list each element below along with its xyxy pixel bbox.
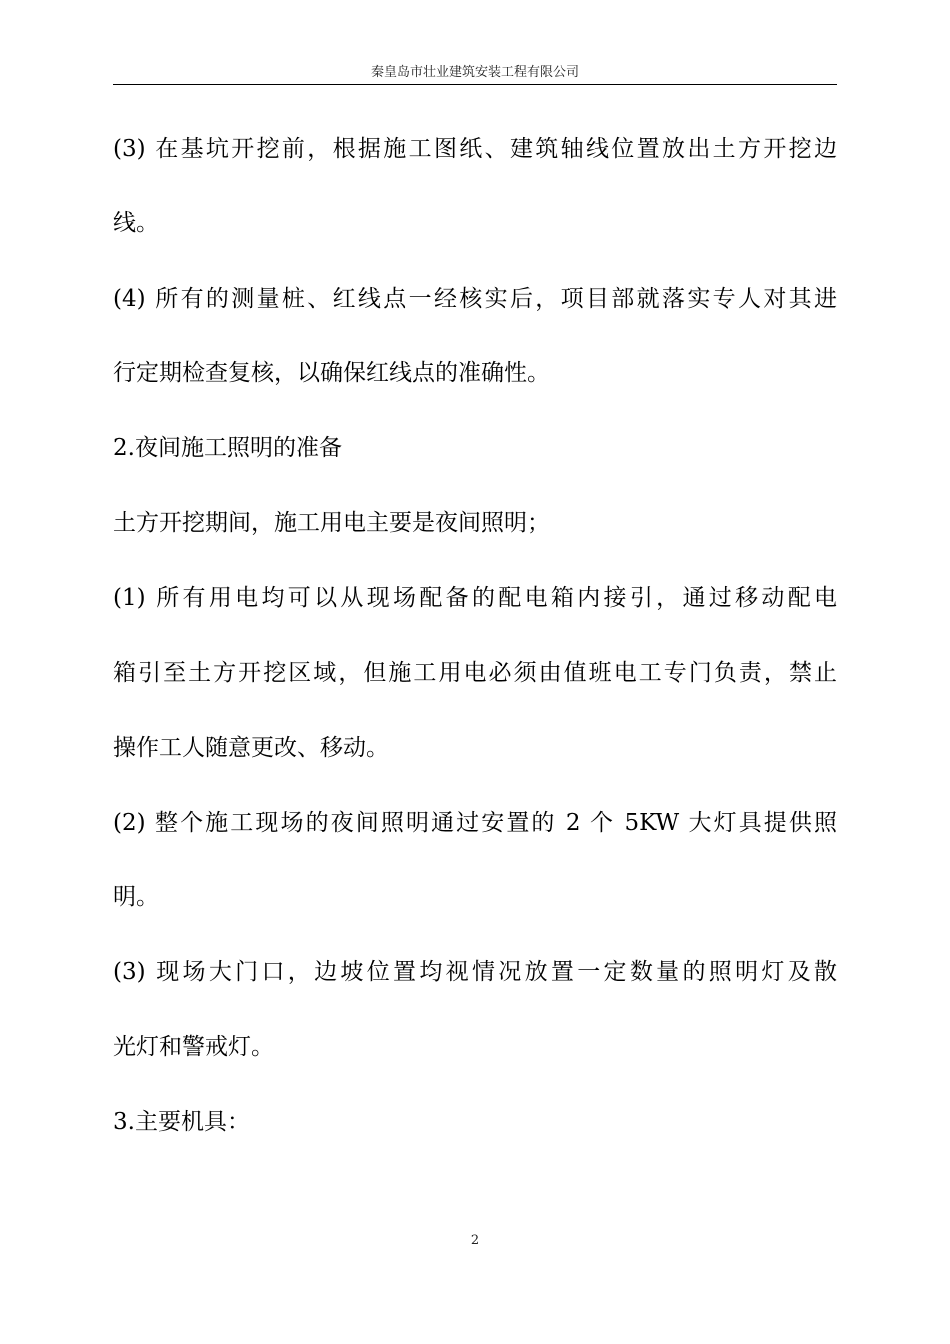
paragraph-line: 箱引至土方开挖区域，但施工用电必须由值班电工专门负责，禁止 xyxy=(113,660,837,686)
paragraph-line: 线。 xyxy=(113,210,159,236)
paragraph-line: 操作工人随意更改、移动。 xyxy=(113,735,389,761)
page-number: 2 xyxy=(470,1233,480,1248)
paragraph-line: (4) 所有的测量桩、红线点一经核实后，项目部就落实专人对其进 xyxy=(113,286,837,312)
paragraph-line: 明。 xyxy=(113,884,159,910)
section-heading: 2.夜间施工照明的准备 xyxy=(113,435,342,461)
paragraph-line: 土方开挖期间，施工用电主要是夜间照明； xyxy=(113,510,550,536)
header-divider xyxy=(113,84,837,85)
paragraph-line: (3) 在基坑开挖前，根据施工图纸、建筑轴线位置放出土方开挖边 xyxy=(113,136,837,162)
paragraph-line: (3) 现场大门口，边坡位置均视情况放置一定数量的照明灯及散 xyxy=(113,959,837,985)
section-heading: 3.主要机具： xyxy=(113,1109,250,1135)
paragraph-line: (2) 整个施工现场的夜间照明通过安置的 2 个 5KW 大灯具提供照 xyxy=(113,810,837,836)
paragraph-line: (1) 所有用电均可以从现场配备的配电箱内接引，通过移动配电 xyxy=(113,585,837,611)
paragraph-line: 光灯和警戒灯。 xyxy=(113,1034,274,1060)
page-header-company: 秦皇岛市壮业建筑安装工程有限公司 xyxy=(370,65,579,80)
paragraph-line: 行定期检查复核，以确保红线点的准确性。 xyxy=(113,360,550,386)
